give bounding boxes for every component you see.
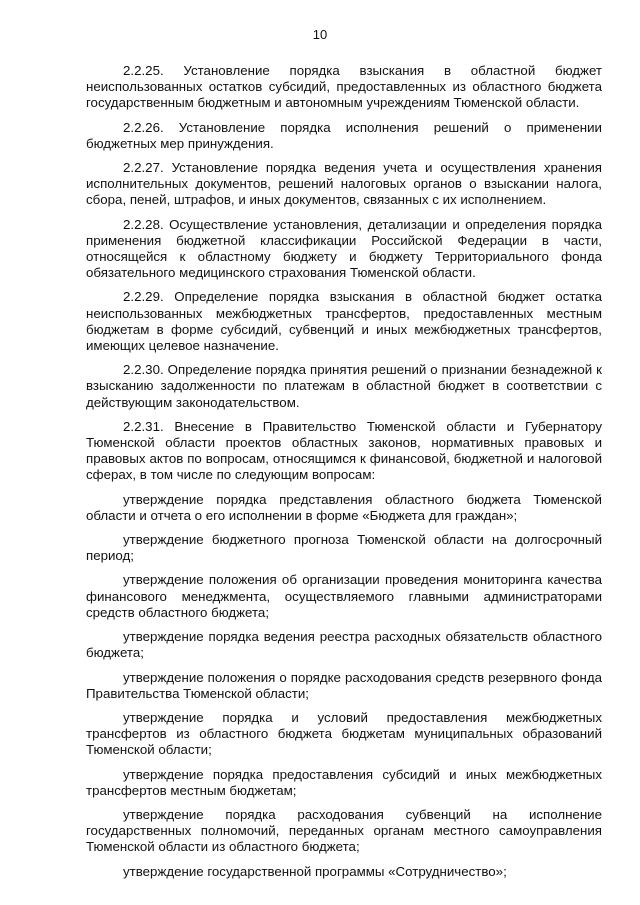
list-item-subventions: утверждение порядка расходования субвенций на исполнение государственных полномочий, переданных органам местного самоуправления Тюменской области из областного бюджета; [86,806,602,855]
paragraph-2-2-26: 2.2.26. Установление порядка исполнения решений о применении бюджетных мер принуждения. [86,119,602,151]
paragraph-2-2-25: 2.2.25. Установление порядка взыскания в областной бюджет неиспользованных остатков субсидий, предоставленных из областного бюджета государственным бюджетным и автономным учреждениям Тюменской области. [86,63,602,111]
paragraph-2-2-29: 2.2.29. Определение порядка взыскания в областной бюджет остатка неиспользованных межбюджетных трансфертов, предоставленных местным бюджетам в форме субсидий, субвенций и иных межбюджетных трансфертов, имеющих целевое назначение. [86,289,602,354]
document-body [86,63,602,888]
list-item-subsidies: утверждение порядка предоставления субсидий и иных межбюджетных трансфертов местным бюджетам; [86,766,602,798]
page-number: 10 [312,27,328,42]
list-item-budget-for-citizens: утверждение порядка представления областного бюджета Тюменской области и отчета о его исполнении в форме «Бюджета для граждан»; [86,491,602,523]
paragraph-2-2-31: 2.2.31. Внесение в Правительство Тюменской области и Губернатору Тюменской области проектов областных законов, нормативных правовых и правовых актов по вопросам, относящимся к финансовой, бюджетной и налоговой сферах, в том числе по следующим вопросам: [86,418,602,483]
list-item-cooperation-program: утверждение государственной программы «Сотрудничество»; [123,863,507,879]
list-item-reserve-fund: утверждение положения о порядке расходования средств резервного фонда Правительства Тюменской области; [86,669,602,701]
paragraph-2-2-27: 2.2.27. Установление порядка ведения учета и осуществления хранения исполнительных документов, решений налоговых органов о взыскании налога, сбора, пеней, штрафов, и иных документов, связанных с их исполнением. [86,160,602,208]
paragraph-2-2-28: 2.2.28. Осуществление установления, детализации и определения порядка применения бюджетной классификации Российской Федерации в части, относящейся к областному бюджету и бюджету Территориального фонда обязательного медицинского страхования Тюменской области. [86,216,602,281]
list-item-expenditure-registry: утверждение порядка ведения реестра расходных обязательств областного бюджета; [86,629,602,661]
list-item-budget-forecast: утверждение бюджетного прогноза Тюменской области на долгосрочный период; [86,532,602,564]
list-item-interbudget-transfers: утверждение порядка и условий предоставления межбюджетных трансфертов из областного бюджета бюджетам муниципальных образований Тюменской области; [86,709,602,758]
list-item-financial-management-monitoring: утверждение положения об организации проведения мониторинга качества финансового менеджмента, осуществляемого главными администраторами средств областного бюджета; [86,572,602,620]
paragraph-2-2-30: 2.2.30. Определение порядка принятия решений о признании безнадежной к взысканию задолженности по платежам в областной бюджет в соответствии с действующим законодательством. [86,362,602,410]
